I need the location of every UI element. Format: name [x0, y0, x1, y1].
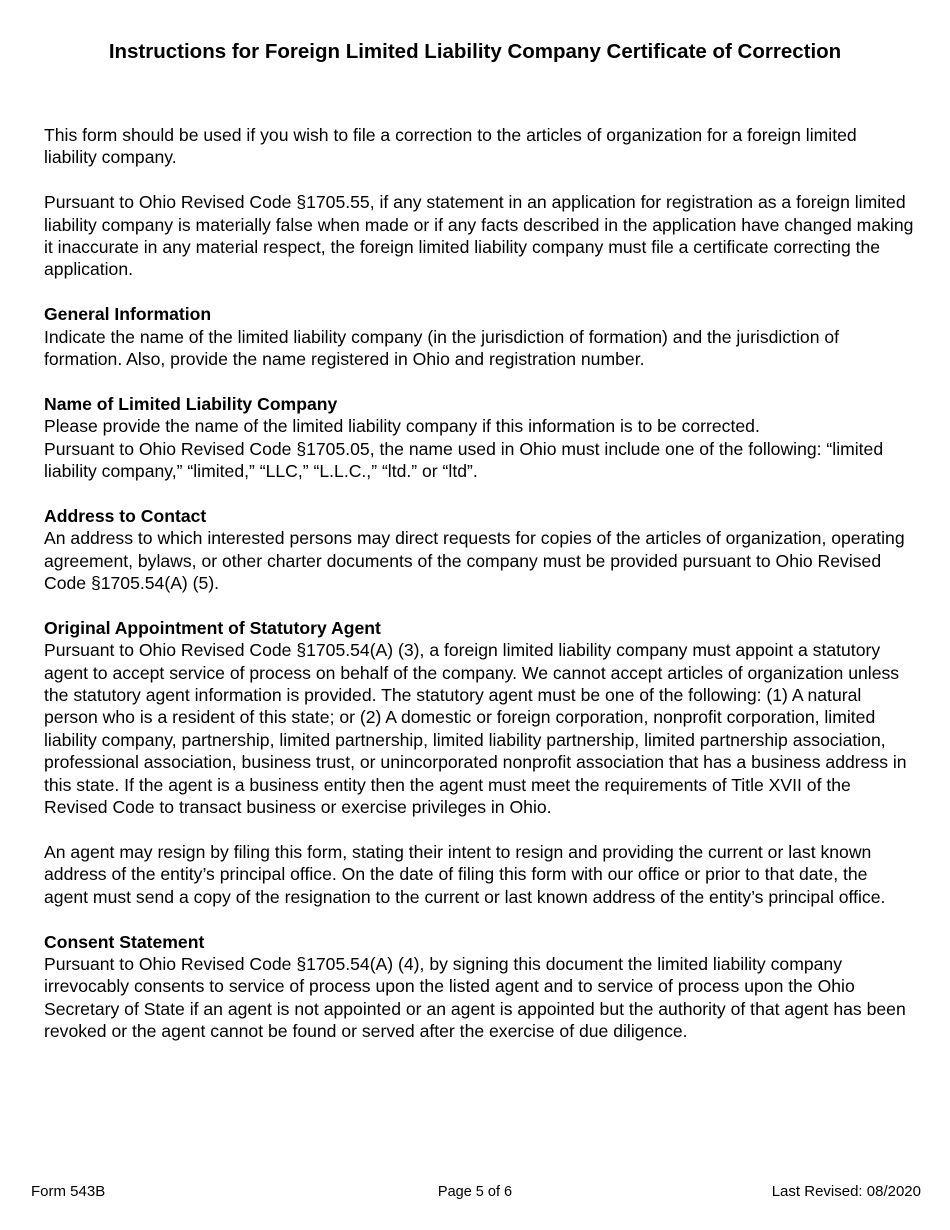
page-title: Instructions for Foreign Limited Liability Company Certificate of Correction: [108, 40, 842, 63]
section-paragraph: Indicate the name of the limited liability company (in the jurisdiction of formation) and the jurisdiction of formation. Also, provide the name registered in Ohio and registration number.: [44, 326, 840, 370]
intro-paragraph: Pursuant to Ohio Revised Code §1705.55, if any statement in an application for registration as a foreign limited liability company is materially false when made or if any facts described in the application have changed making it inaccurate in any material respect, the foreign limited liability company must file a certificate correcting the application.: [44, 192, 914, 280]
section-paragraph: Pursuant to Ohio Revised Code §1705.54(A) (3), a foreign limited liability company must appoint a statutory agent to accept service of process on behalf of the company. We cannot accept articles of organization unless the statutory agent information is provided. The statutory agent must be one of the following: (1) A natural person who is a resident of this state; or (2) A domestic or foreign corporation, nonprofit corporation, limited liability company, partnership, limited partnership, limited liability partnership, limited partnership association, professional association, business trust, or unincorporated nonprofit association that has a business address in this state. If the agent is a business entity then the agent must meet the requirements of Title XVII of the Revised Code to transact business or exercise privileges in Ohio.: [44, 640, 907, 818]
section-paragraph: Pursuant to Ohio Revised Code §1705.05, the name used in Ohio must include one of the following: “limited liability company,” “limited,” “LLC,” “L.L.C.,” “ltd.” or “ltd”.: [44, 438, 884, 482]
section-heading: Address to Contact: [44, 505, 207, 526]
section-general-information: [44, 303, 914, 370]
section-heading: Original Appointment of Statutory Agent: [44, 617, 381, 638]
section-paragraph: An address to which interested persons may direct requests for copies of the articles of organization, operating agreement, bylaws, or other charter documents of the company must be provided pursuant to Ohio Revised Code §1705.54(A) (5).: [44, 528, 905, 594]
page-number: Page 5 of 6: [437, 1184, 513, 1200]
section-name-of-llc: [44, 393, 914, 483]
section-heading: Name of Limited Liability Company: [44, 393, 338, 414]
section-paragraph: Pursuant to Ohio Revised Code §1705.54(A) (4), by signing this document the limited liability company irrevocably consents to service of process upon the listed agent and to service of process upon the Ohio Secretary of State if an agent is not appointed or an agent is appointed but the authority of that agent has been revoked or the agent cannot be found or served after the exercise of due diligence.: [44, 953, 906, 1042]
section-heading: General Information: [44, 304, 212, 325]
section-heading: Consent Statement: [44, 931, 205, 952]
section-consent-statement: [44, 931, 914, 1043]
document-body: [44, 124, 914, 1065]
last-revised: Last Revised: 08/2020: [771, 1183, 921, 1200]
intro-paragraph: This form should be used if you wish to file a correction to the articles of organization for a foreign limited liability company.: [44, 125, 857, 168]
resign-paragraph: An agent may resign by filing this form, stating their intent to resign and providing the current or last known address of the entity’s principal office. On the date of filing this form with our office or prior to that date, the agent must send a copy of the resignation to the current or last known address of the entity’s principal office.: [44, 841, 886, 907]
section-address-to-contact: [44, 505, 914, 595]
form-number: Form 543B: [31, 1183, 106, 1200]
section-statutory-agent: [44, 617, 914, 819]
section-paragraph: Please provide the name of the limited liability company if this information is to be corrected.: [44, 416, 760, 437]
